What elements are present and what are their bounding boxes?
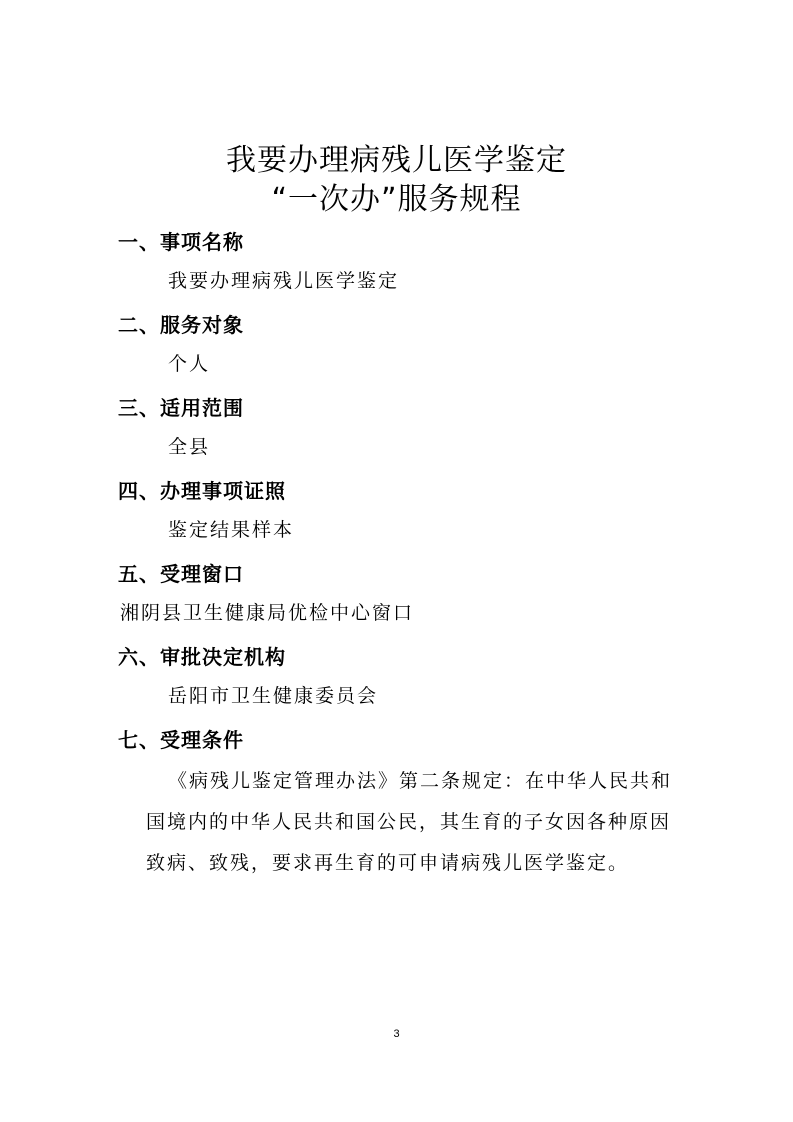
conditions-paragraph-line-2: 国境内的中华人民共和国公民，其生育的子女因各种原因 bbox=[146, 811, 672, 833]
document-title-line-2: “一次办”服务规程 bbox=[271, 182, 522, 217]
section-heading-acceptance-conditions: 七、受理条件 bbox=[118, 728, 244, 752]
section-content-acceptance-window: 湘阴县卫生健康局优检中心窗口 bbox=[120, 602, 415, 624]
section-heading-item-name: 一、事项名称 bbox=[118, 230, 244, 254]
section-content-service-target: 个人 bbox=[168, 353, 211, 375]
section-heading-scope: 三、适用范围 bbox=[118, 396, 244, 420]
section-heading-acceptance-window: 五、受理窗口 bbox=[118, 562, 244, 586]
document-title-line-1: 我要办理病残儿医学鉴定 bbox=[226, 143, 567, 178]
section-heading-service-target: 二、服务对象 bbox=[118, 313, 244, 337]
page-number: 3 bbox=[393, 1028, 400, 1040]
section-heading-certificates: 四、办理事项证照 bbox=[118, 479, 286, 503]
section-content-approval-authority: 岳阳市卫生健康委员会 bbox=[168, 685, 379, 707]
section-heading-approval-authority: 六、审批决定机构 bbox=[118, 645, 286, 669]
conditions-paragraph-line-1: 《病残儿鉴定管理办法》第二条规定：在中华人民共和 bbox=[168, 770, 673, 792]
section-content-item-name: 我要办理病残儿医学鉴定 bbox=[168, 270, 400, 292]
section-content-certificates: 鉴定结果样本 bbox=[168, 519, 295, 541]
conditions-paragraph-line-3: 致病、致残，要求再生育的可申请病残儿医学鉴定。 bbox=[146, 852, 630, 874]
section-content-scope: 全县 bbox=[168, 436, 211, 458]
